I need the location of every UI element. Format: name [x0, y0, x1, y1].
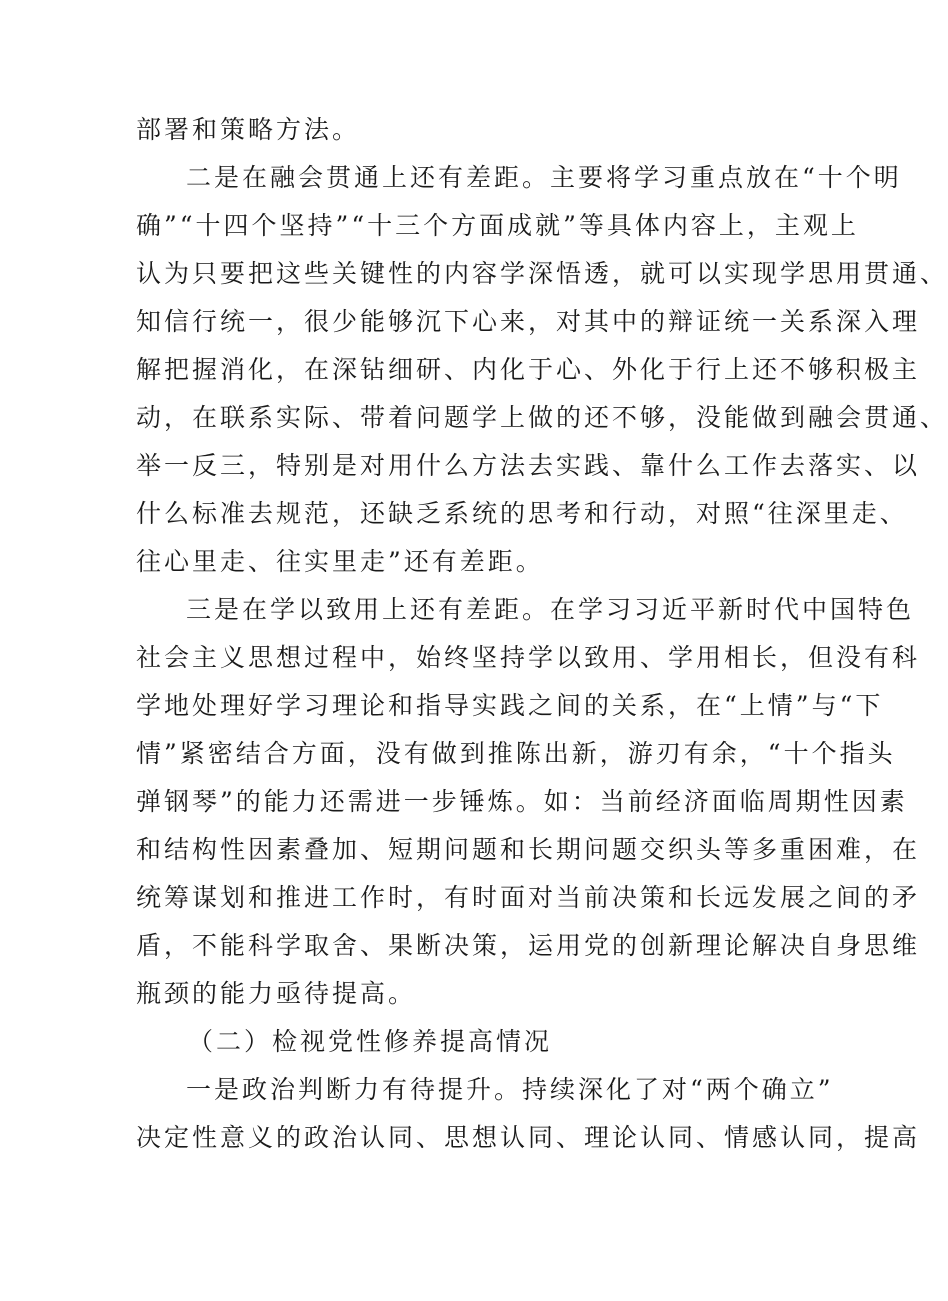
paragraph-line: 瓶颈的能力亟待提高。 — [136, 979, 417, 1008]
paragraph-line: 学地处理好学习理论和指导实践之间的关系，在“上情”与“下 — [136, 691, 884, 720]
paragraph-line: 动，在联系实际、带着问题学上做的还不够，没能做到融会贯通、 — [136, 403, 948, 432]
section-heading: （二）检视党性修养提高情况 — [188, 1027, 553, 1056]
paragraph-line: 什么标准去规范，还缺乏系统的思考和行动，对照“往深里走、 — [136, 499, 908, 528]
paragraph-line: 和结构性因素叠加、短期问题和长期问题交织头等多重困难，在 — [136, 835, 921, 864]
paragraph-line: 举一反三，特别是对用什么方法去实践、靠什么工作去落实、以 — [136, 451, 921, 480]
paragraph-line: 二是在融会贯通上还有差距。主要将学习重点放在“十个明 — [186, 163, 902, 192]
paragraph-line: 解把握消化，在深钻细研、内化于心、外化于行上还不够积极主 — [136, 355, 921, 384]
paragraph-line: 盾，不能科学取舍、果断决策，运用党的创新理论解决自身思维 — [136, 931, 921, 960]
paragraph-line: 一是政治判断力有待提升。持续深化了对“两个确立” — [186, 1075, 834, 1104]
paragraph-line: 情”紧密结合方面，没有做到推陈出新，游刃有余，“十个指头 — [136, 739, 896, 768]
paragraph-line: 往心里走、往实里走”还有差距。 — [136, 547, 544, 576]
paragraph-line: 确”“十四个坚持”“十三个方面成就”等具体内容上，主观上 — [136, 211, 859, 240]
paragraph-line: 统筹谋划和推进工作时，有时面对当前决策和长远发展之间的矛 — [136, 883, 921, 912]
paragraph-line: 认为只要把这些关键性的内容学深悟透，就可以实现学思用贯通、 — [136, 259, 948, 288]
paragraph-line: 知信行统一，很少能够沉下心来，对其中的辩证统一关系深入理 — [136, 307, 921, 336]
paragraph-line: 社会主义思想过程中，始终坚持学以致用、学用相长，但没有科 — [136, 643, 921, 672]
paragraph-line: 三是在学以致用上还有差距。在学习习近平新时代中国特色 — [186, 595, 915, 624]
paragraph-line: 弹钢琴”的能力还需进一步锤炼。如：当前经济面临周期性因素 — [136, 787, 908, 816]
paragraph-line: 部署和策略方法。 — [136, 115, 361, 144]
paragraph-line: 决定性意义的政治认同、思想认同、理论认同、情感认同，提高 — [136, 1123, 921, 1152]
